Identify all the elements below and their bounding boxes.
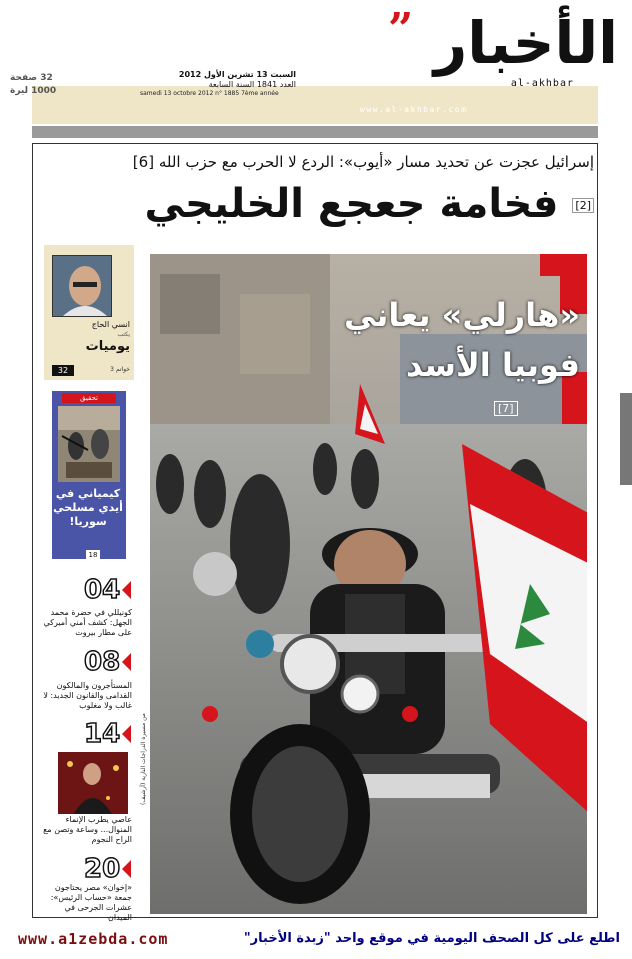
- teaser-number: 14: [84, 719, 121, 749]
- issue-date-fr: samedi 13 octobre 2012 n° 1885 7ème année: [140, 90, 279, 97]
- logo-latin: al-akhbar: [510, 78, 574, 89]
- photo-headline: [260, 290, 580, 390]
- photo-ref: [7]: [494, 401, 518, 416]
- singer-image: [58, 752, 128, 814]
- teaser-text[interactable]: عاصي يطرب الإنماء المنوال... وساعة وتصن مع الراح النجوم: [43, 815, 132, 844]
- photo-credit: من مسيرة الدراجات النارية (أرشيف): [140, 713, 147, 805]
- issue-date-line2: العدد 1841 السنة السابعة: [208, 80, 296, 89]
- teaser-number: 04: [84, 575, 121, 605]
- headline-text: فخامة جعجع الخليجي: [144, 181, 559, 227]
- teaser-arrow-icon: [122, 653, 131, 671]
- newspaper-logo: الأخبار: [433, 9, 618, 77]
- page-count: 32 صفحة: [10, 73, 53, 83]
- issue-date: [176, 70, 296, 90]
- column-page-ref: خواتم 3: [110, 366, 130, 373]
- page-edge-tab: [620, 393, 632, 485]
- footer-text: اطلع على كل الصحف اليومية في موقع واحد "زبدة الأخبار": [243, 931, 620, 946]
- fighters-image: [58, 406, 120, 482]
- teaser-arrow-icon: [122, 860, 131, 878]
- teaser-photo: [58, 752, 128, 814]
- main-headline: [80, 176, 594, 234]
- footer-url[interactable]: www.a1zebda.com: [18, 930, 169, 948]
- column-title[interactable]: يوميات: [85, 339, 130, 354]
- investigation-photo: [58, 406, 120, 482]
- price: 1000 ليرة: [10, 86, 57, 96]
- teaser-number: 08: [84, 647, 121, 677]
- investigation-label: تحقيق: [62, 393, 116, 403]
- teaser-text[interactable]: كونيللي في حضرة محمد الجهل: كشف أمني أميركي على مطار بيروت: [43, 608, 132, 637]
- investigation-page-num: 18: [86, 550, 100, 560]
- issue-info: [10, 72, 56, 98]
- photo-headline-line1: «هارلي» يعاني: [344, 296, 580, 334]
- headline-ref: [2]: [572, 198, 594, 213]
- column-page-num: 32: [52, 365, 74, 376]
- date-band: [32, 86, 598, 124]
- teaser-arrow-icon: [122, 581, 131, 599]
- author-portrait: [53, 256, 111, 316]
- issue-date-line1: السبت 13 تشرين الأول 2012: [178, 70, 296, 79]
- teaser-text[interactable]: «إخوان» مصر يحتاجون جمعة «حساب الرئيس»: عشرات الجرحى في الميدان: [50, 883, 132, 922]
- subheadline: إسرائيل عجزت عن تحديد مسار «أيوب»: الردع لا الحرب مع حزب الله [6]: [132, 153, 594, 171]
- photo-headline-line2: فوبيا الأسد: [406, 346, 580, 384]
- teaser-number: 20: [84, 854, 121, 884]
- column-writes: يكتب: [117, 331, 130, 338]
- teaser-text[interactable]: المستأجرون والمالكون القدامى والقانون الجديد: لا غالب ولا مغلوب: [43, 681, 132, 710]
- url-bar: [32, 126, 598, 138]
- author-avatar: [52, 255, 112, 317]
- quote-mark-icon: ”: [388, 4, 414, 55]
- teaser-arrow-icon: [122, 725, 131, 743]
- site-url[interactable]: www.al-akhbar.com: [360, 105, 468, 114]
- column-author: انسي الحاج: [91, 320, 130, 329]
- investigation-text: كيمياني في أيدي مسلحي سوريا!: [53, 487, 123, 528]
